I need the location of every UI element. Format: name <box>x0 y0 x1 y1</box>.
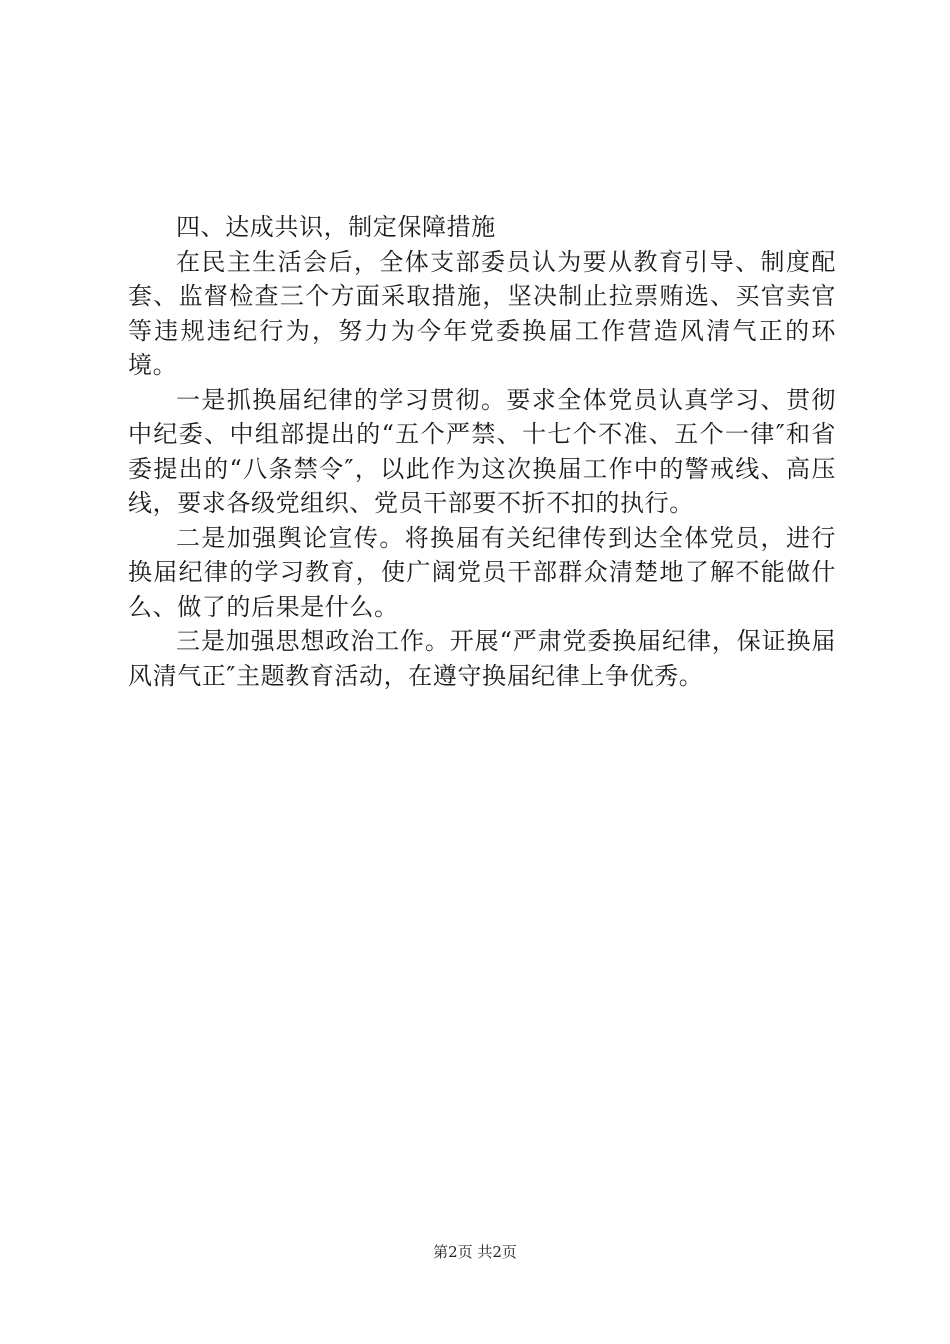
paragraph-measure-three: 三是加强思想政治工作。开展“严肃党委换届纪律，保证换届风清气正″主题教育活动，在遵守换届纪律上争优秀。 <box>128 627 836 690</box>
page-footer: 第2页 共2页 <box>433 1243 517 1261</box>
paragraph-intro: 在民主生活会后，全体支部委员认为要从教育引导、制度配套、监督检查三个方面采取措施，坚决制止拉票贿选、买官卖官等违规违纪行为，努力为今年党委换届工作营造风清气正的环境。 <box>128 247 836 379</box>
section-heading: 四、达成共识，制定保障措施 <box>176 213 496 241</box>
paragraph-measure-two: 二是加强舆论宣传。将换届有关纪律传到达全体党员，进行换届纪律的学习教育，使广阔党员干部群众清楚地了解不能做什么、做了的后果是什么。 <box>128 523 836 621</box>
document-body <box>128 210 836 693</box>
paragraph-measure-one: 一是抓换届纪律的学习贯彻。要求全体党员认真学习、贯彻中纪委、中组部提出的“五个严禁、十七个不准、五个一律″和省委提出的“八条禁令″，以此作为这次换届工作中的警戒线、高压线，要求各级党组织、党员干部要不折不扣的执行。 <box>128 385 836 517</box>
